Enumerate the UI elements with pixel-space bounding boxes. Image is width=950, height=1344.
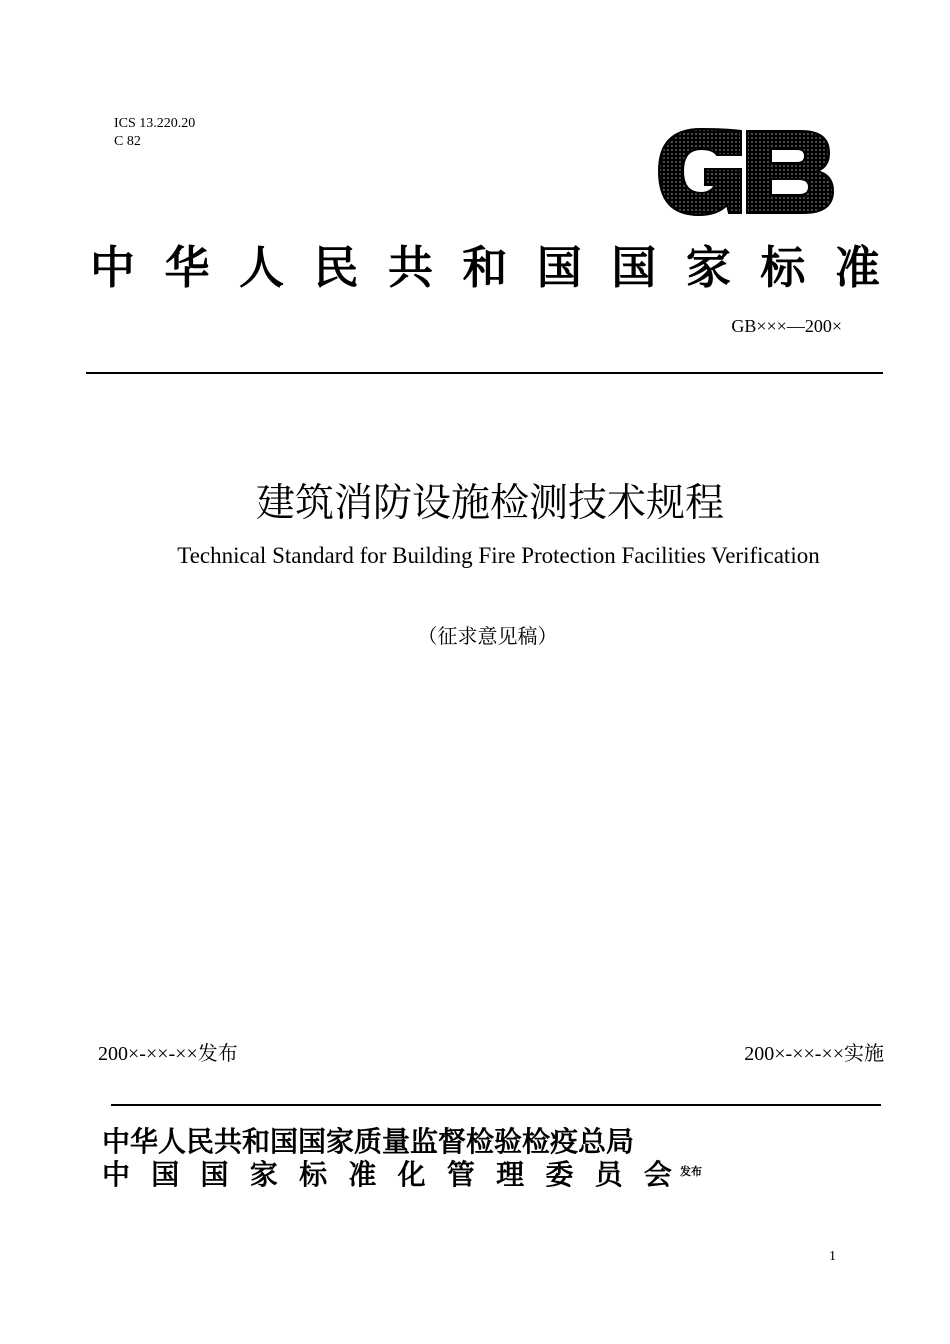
issuer-char: 管 — [446, 1158, 475, 1191]
issuer-char: 家 — [249, 1158, 278, 1191]
standard-number: GB×××—200× — [731, 316, 842, 336]
issuer-sac — [102, 1157, 672, 1193]
issuer-char: 国 — [200, 1158, 229, 1191]
implement-date: 200×-××-××实施 — [744, 1043, 884, 1065]
ccs-code: C 82 — [114, 134, 141, 149]
document-title-cn: 建筑消防设施检测技术规程 — [255, 481, 724, 526]
ics-code: ICS 13.220.20 — [114, 116, 196, 131]
issuer-char: 化 — [397, 1158, 426, 1191]
issuer-aqsiq: 中华人民共和国国家质量监督检验检疫总局 — [102, 1125, 635, 1158]
issuer-char: 员 — [594, 1158, 623, 1191]
document-title-en: Technical Standard for Building Fire Protection Facilities Verification — [177, 543, 820, 568]
heading-char: 华 — [164, 241, 210, 294]
draft-note: （征求意见稿） — [417, 624, 558, 648]
issued-label: 发布 — [680, 1165, 702, 1178]
issuer-char: 国 — [151, 1158, 180, 1191]
issuer-char: 标 — [299, 1158, 328, 1191]
heading-char: 和 — [462, 241, 508, 294]
header-divider — [86, 372, 883, 374]
heading-char: 国 — [611, 241, 657, 294]
issuer-char: 中 — [102, 1158, 131, 1191]
heading-char: 准 — [834, 241, 880, 294]
issuer-char: 准 — [348, 1158, 377, 1191]
national-standard-heading — [90, 240, 880, 296]
gb-logo — [655, 125, 835, 219]
heading-char: 共 — [387, 241, 433, 294]
heading-char: 民 — [313, 241, 359, 294]
issuer-char: 会 — [643, 1158, 672, 1191]
issuer-char: 委 — [545, 1158, 574, 1191]
footer-divider — [111, 1104, 881, 1106]
classification-codes — [114, 115, 195, 151]
page-number: 1 — [829, 1249, 836, 1264]
heading-char: 标 — [760, 241, 806, 294]
heading-char: 国 — [536, 241, 582, 294]
heading-char: 家 — [685, 241, 731, 294]
issue-date: 200×-××-××发布 — [98, 1043, 238, 1065]
issuer-char: 理 — [496, 1158, 525, 1191]
heading-char: 中 — [90, 241, 136, 294]
heading-char: 人 — [238, 241, 284, 294]
